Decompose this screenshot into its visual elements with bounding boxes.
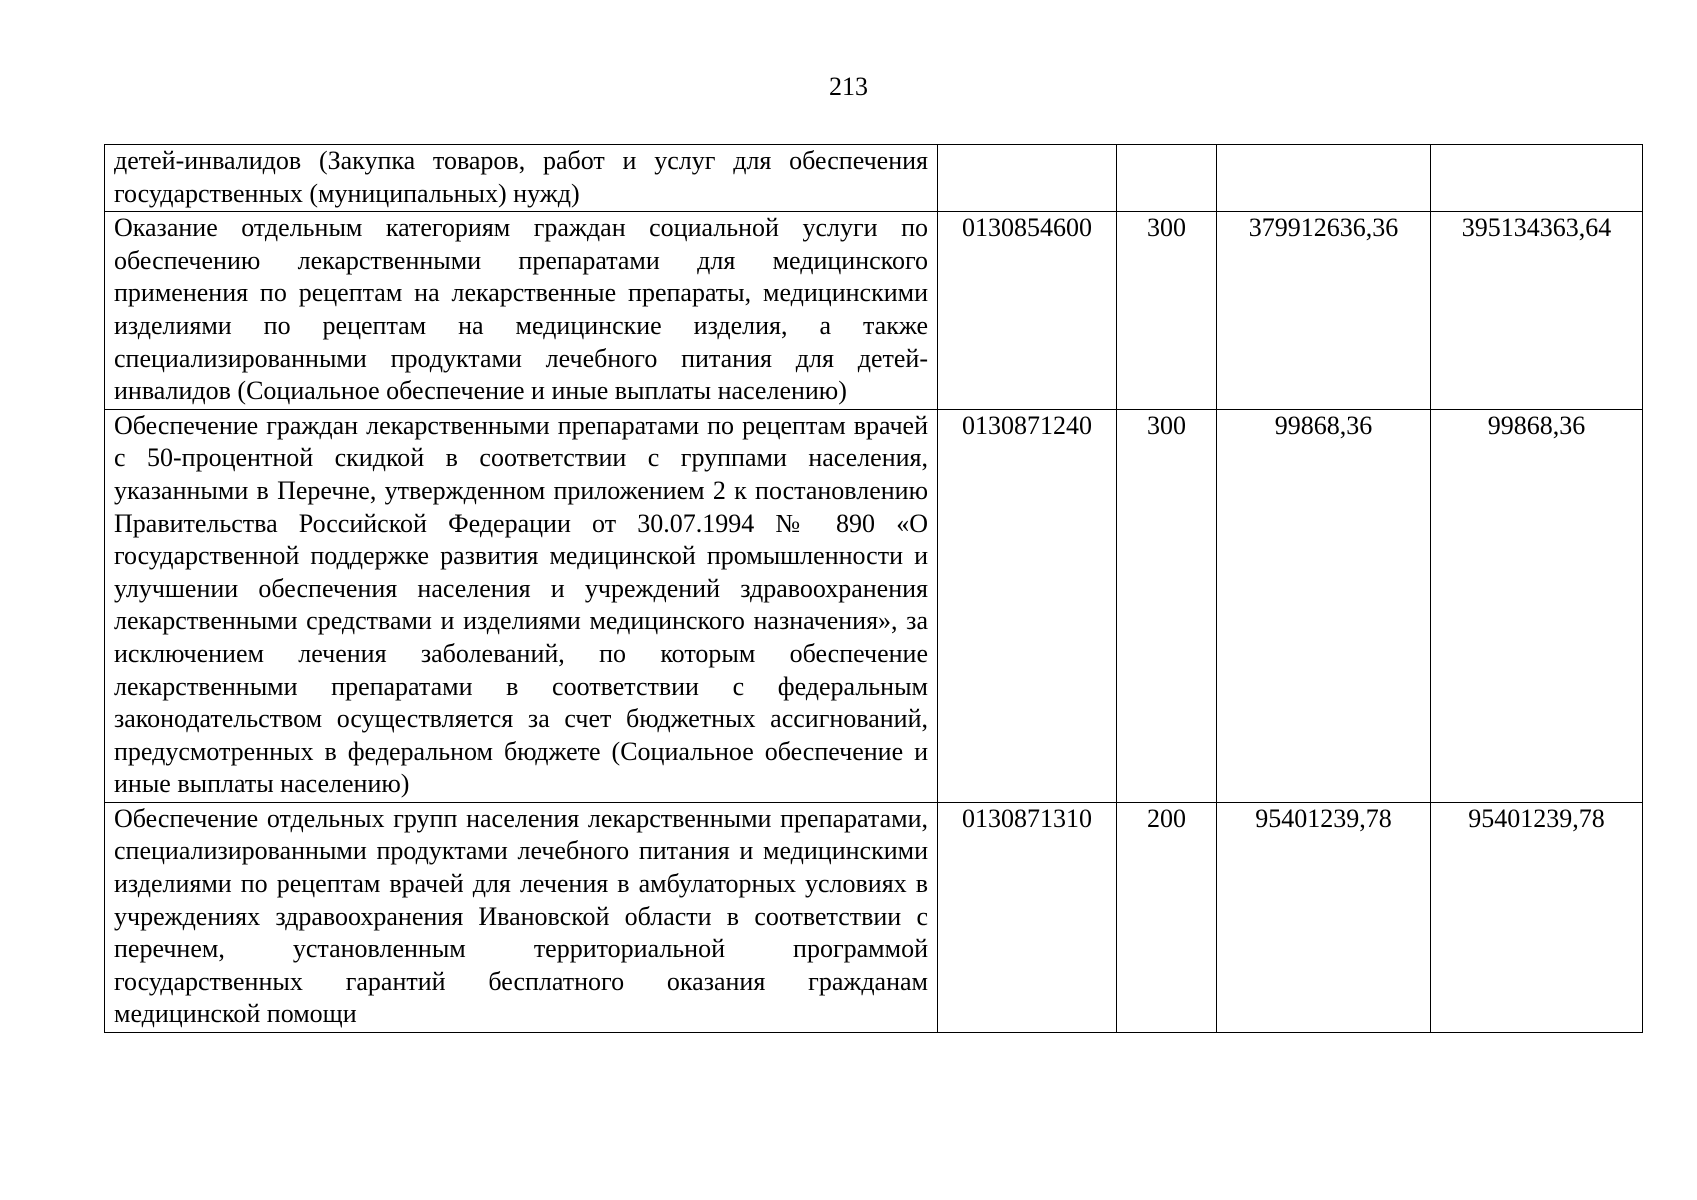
- row-description: Обеспечение граждан лекарственными препаратами по рецептам врачей с 50-процентной скидкой в соответствии с группами населения, указанными в Перечне, утвержденном приложением 2 к постановлению Правительства Российской Федерации от 30.07.1994 № 890 «О государственной поддержке развития медицинской промышленности и улучшении обеспечения населения и учреждений здравоохранения лекарственными средствами и изделиями медицинского назначения», за исключением лечения заболеваний, по которым обеспечение лекарственными препаратами в соответствии с федеральным законодательством осуществляется за счет бюджетных ассигнований, предусмотренных в федеральном бюджете (Социальное обеспечение и иные выплаты населению): [105, 409, 938, 802]
- amount-second-year: [1431, 145, 1643, 212]
- target-article-code: 0130871310: [938, 802, 1117, 1032]
- amount-second-year: 95401239,78: [1431, 802, 1643, 1032]
- row-description: Обеспечение отдельных групп населения лекарственными препаратами, специализированными продуктами лечебного питания и медицинскими изделиями по рецептам врачей для лечения в амбулаторных условиях в учреждениях здравоохранения Ивановской области в соответствии с перечнем, установленным территориальной программой государственных гарантий бесплатного оказания гражданам медицинской помощи: [105, 802, 938, 1032]
- target-article-code: 0130871240: [938, 409, 1117, 802]
- amount-first-year: 379912636,36: [1217, 212, 1431, 410]
- amount-first-year: 95401239,78: [1217, 802, 1431, 1032]
- table-row: [105, 409, 1643, 802]
- expense-type-code: 300: [1117, 409, 1217, 802]
- page-number: 213: [829, 72, 868, 101]
- expense-type-code: 300: [1117, 212, 1217, 410]
- amount-second-year: 99868,36: [1431, 409, 1643, 802]
- amount-first-year: 99868,36: [1217, 409, 1431, 802]
- table-row: [105, 802, 1643, 1032]
- table-row: [105, 145, 1643, 212]
- table-row: [105, 212, 1643, 410]
- row-description: детей-инвалидов (Закупка товаров, работ и услуг для обеспечения государственных (муниципальных) нужд): [105, 145, 938, 212]
- amount-first-year: [1217, 145, 1431, 212]
- budget-table: [104, 144, 1643, 1033]
- expense-type-code: 200: [1117, 802, 1217, 1032]
- target-article-code: [938, 145, 1117, 212]
- row-description: Оказание отдельным категориям граждан социальной услуги по обеспечению лекарственными препаратами для медицинского применения по рецептам на лекарственные препараты, медицинскими изделиями по рецептам на медицинские изделия, а также специализированными продуктами лечебного питания для детей-инвалидов (Социальное обеспечение и иные выплаты населению): [105, 212, 938, 410]
- expense-type-code: [1117, 145, 1217, 212]
- amount-second-year: 395134363,64: [1431, 212, 1643, 410]
- target-article-code: 0130854600: [938, 212, 1117, 410]
